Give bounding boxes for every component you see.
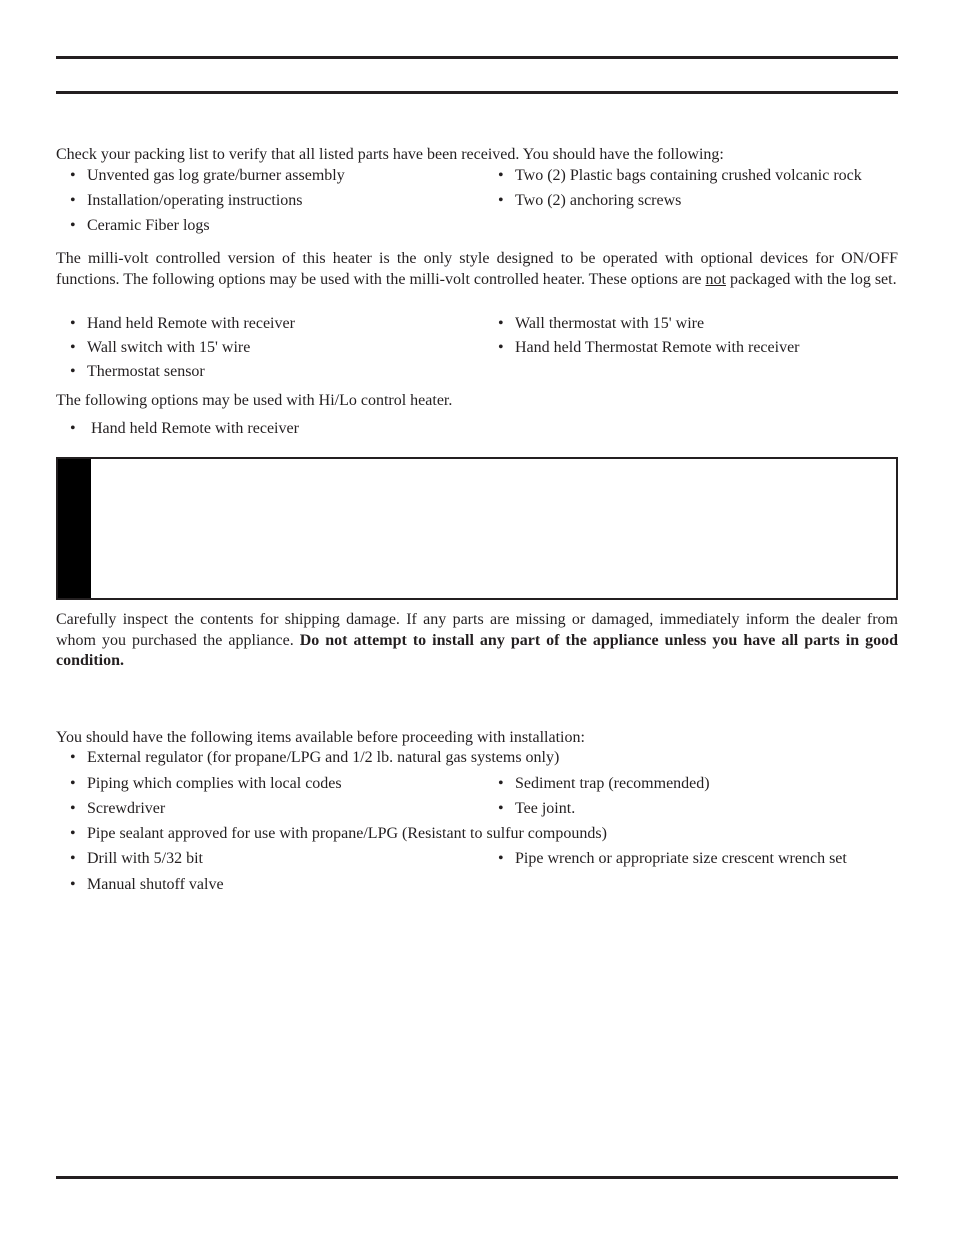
list-item: • External regulator (for propane/LPG and 1/2 lb. natural gas systems only) xyxy=(70,749,560,766)
list-item: • Two (2) anchoring screws xyxy=(498,192,682,209)
millivolt-paragraph: The milli-volt controlled version of this heater is the only style designed to be operated with optional devices for ON/OFF functions. The following options may be used with the milli-volt controlled heater. These options are not packaged with the log set. xyxy=(56,250,898,288)
list-item: • Wall thermostat with 15' wire xyxy=(498,315,705,332)
packing-intro: Check your packing list to verify that all listed parts have been received. You should have the following: xyxy=(56,146,724,163)
list-item: • Installation/operating instructions xyxy=(70,192,303,209)
top-rule xyxy=(56,56,898,59)
list-item: • Pipe sealant approved for use with propane/LPG (Resistant to sulfur compounds) xyxy=(70,825,607,842)
list-item: • Tee joint. xyxy=(498,800,576,817)
list-item: • Two (2) Plastic bags containing crushed volcanic rock xyxy=(498,167,862,184)
hilo-paragraph: The following options may be used with Hi/Lo control heater. xyxy=(56,392,453,409)
list-item: • Unvented gas log grate/burner assembly xyxy=(70,167,345,184)
items-intro: You should have the following items available before proceeding with installation: xyxy=(56,729,585,746)
list-item: • Sediment trap (recommended) xyxy=(498,775,710,792)
list-item: • Manual shutoff valve xyxy=(70,876,224,893)
inspect-paragraph: Carefully inspect the contents for shipping damage. If any parts are missing or damaged, immediately inform the dealer from whom you purchased the appliance. Do not attempt to install any part of the appliance unless you have all parts in good condition. xyxy=(56,611,899,669)
list-item: • Drill with 5/32 bit xyxy=(70,850,203,867)
header-rule xyxy=(56,91,898,94)
list-item: • Thermostat sensor xyxy=(70,363,205,380)
notice-box xyxy=(56,457,898,600)
list-item: • Hand held Remote with receiver xyxy=(70,420,299,437)
list-item: • Ceramic Fiber logs xyxy=(70,217,210,234)
list-item: • Wall switch with 15' wire xyxy=(70,339,251,356)
notice-bar xyxy=(58,459,91,598)
list-item: • Piping which complies with local codes xyxy=(70,775,342,792)
footer-rule xyxy=(56,1176,898,1179)
list-item: • Hand held Thermostat Remote with receiver xyxy=(498,339,800,356)
list-item: • Pipe wrench or appropriate size crescent wrench set xyxy=(498,850,847,867)
list-item: • Screwdriver xyxy=(70,800,166,817)
list-item: • Hand held Remote with receiver xyxy=(70,315,295,332)
